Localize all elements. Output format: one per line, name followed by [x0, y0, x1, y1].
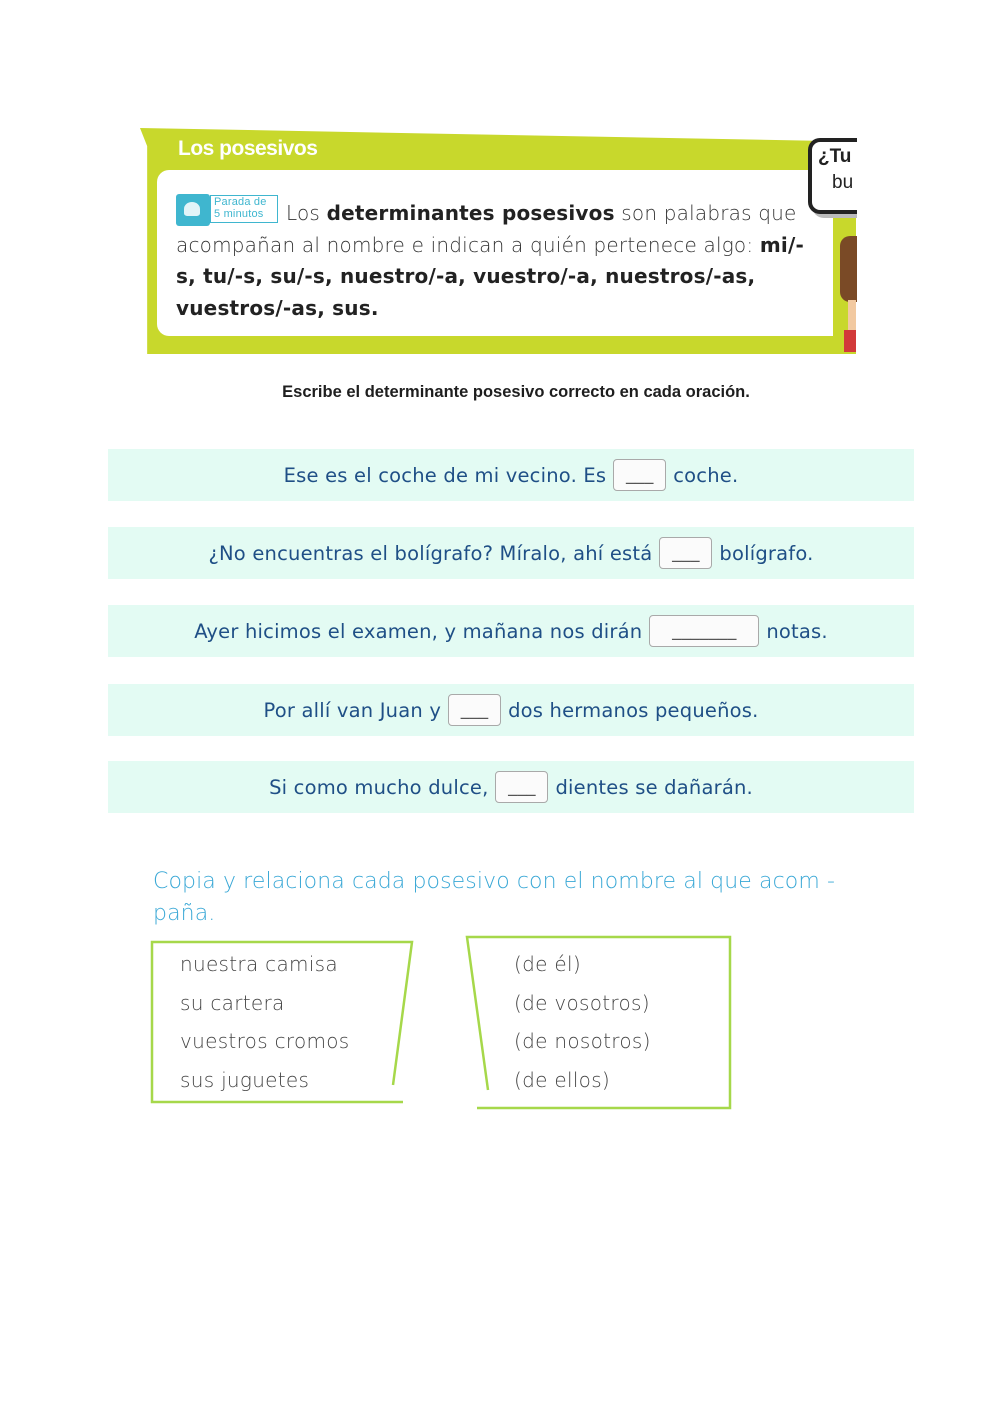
answer-blank-2[interactable]: ___ [659, 537, 712, 569]
sentence-start: ¿No encuentras el bolígrafo? Míralo, ahí está [208, 541, 653, 565]
exercise-instruction: Escribe el determinante posesivo correcto en cada oración. [282, 383, 750, 401]
answer-blank-1[interactable]: ___ [613, 459, 666, 491]
answer-blank-3[interactable]: _______ [649, 615, 759, 647]
theory-definition: son palabras que acompañan al nombre e indican a quién pertenece algo: [176, 201, 797, 257]
sentence-end: coche. [673, 463, 739, 487]
sentence-start: Por allí van Juan y [263, 698, 442, 722]
badge-label: Parada de 5 minutos [210, 195, 278, 223]
sentence-end: dos hermanos pequeños. [508, 698, 759, 722]
answer-blank-5[interactable]: ___ [495, 771, 548, 803]
list-item: (de vosotros) [514, 990, 650, 1015]
list-item: vuestros cromos [180, 1029, 350, 1053]
matching-instruction: Copia y relaciona cada posesivo con el nombre al que acom - paña. [153, 869, 835, 926]
list-item: (de ellos) [514, 1067, 611, 1092]
answer-blank-4[interactable]: ___ [448, 694, 501, 726]
sentence-end: dientes se dañarán. [555, 775, 753, 799]
possessive-list [180, 945, 350, 1099]
theory-term: determinantes posesivos [326, 201, 615, 225]
sentence-start: Si como mucho dulce, [269, 775, 489, 799]
sentence-start: Ese es el coche de mi vecino. Es [283, 463, 607, 487]
possessive-forms: mi/-s, tu/-s, su/-s, nuestro/-a, vuestro/-a, nuestros/-as, vuestros/-as, sus. [176, 232, 804, 320]
sentence-end: notas. [766, 619, 828, 643]
sentence-start: Ayer hicimos el examen, y mañana nos dirán [194, 619, 643, 643]
theory-title: Los posesivos [178, 137, 318, 160]
list-item: sus juguetes [180, 1067, 310, 1092]
list-item: (de nosotros) [514, 1029, 651, 1053]
speech-text-1: ¿Tu [818, 146, 852, 167]
owner-list [514, 945, 651, 1099]
speech-text-2: bu [832, 172, 854, 193]
list-item: (de él) [514, 952, 581, 976]
list-item: nuestra camisa [180, 952, 338, 976]
sentence-end: bolígrafo. [719, 541, 814, 565]
list-item: su cartera [180, 990, 285, 1015]
theory-intro: Los [286, 201, 327, 225]
